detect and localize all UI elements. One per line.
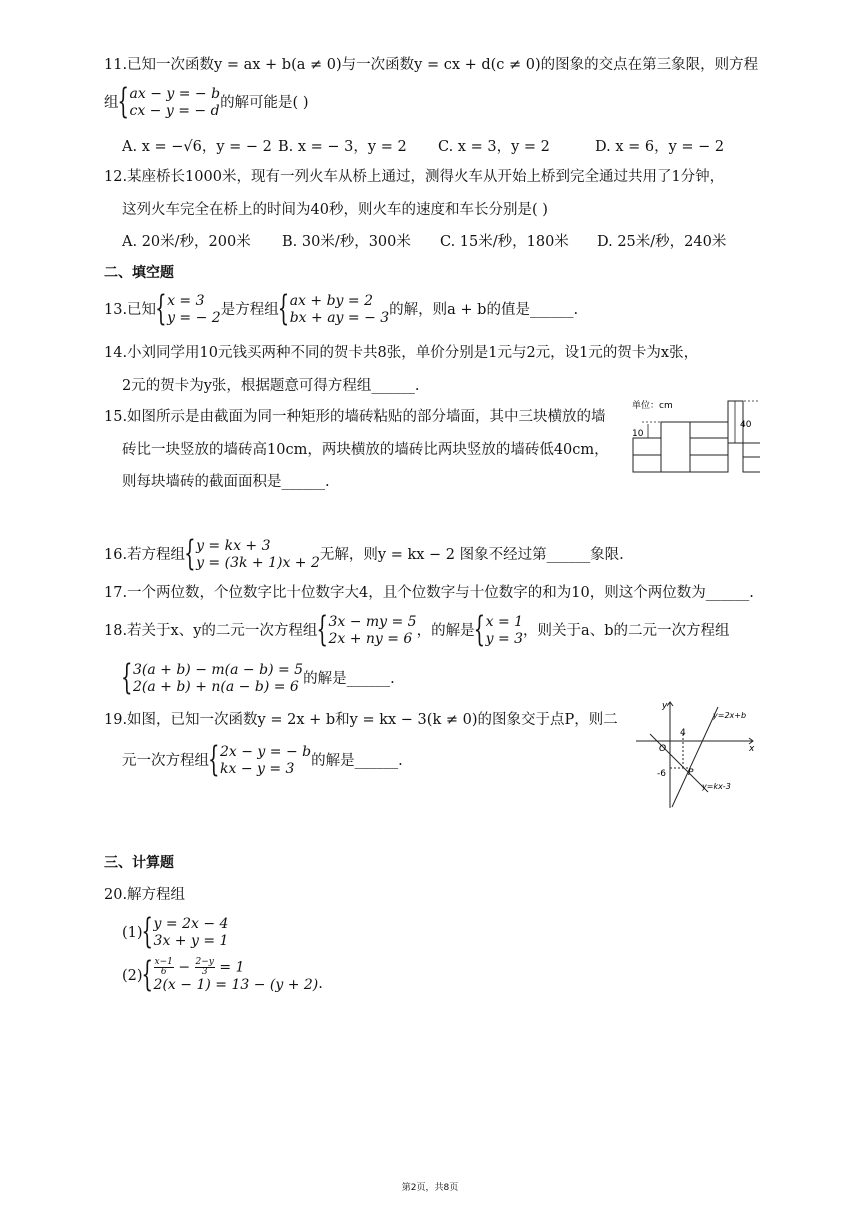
q20-p1-system: [143, 916, 229, 950]
q19-fig-p: P: [688, 768, 694, 778]
q17-line1: 17.一个两位数，个位数字比十位数字大4，且个位数字与十位数字的和为10，则这个两位数为______.: [104, 585, 754, 601]
q15-brick-h-right-top: [743, 443, 760, 457]
q14-line1: 14.小刘同学用10元钱买两种不同的贺卡共8张，单价分别是1元与2元，设1元的贺卡为x张，: [104, 345, 699, 361]
q18-s2-eq1: { x = 1: [485, 614, 524, 630]
q11-option-a: A. x = −√6，y = − 2: [122, 139, 272, 155]
q13-post: 的解，则a + b的值是______.: [389, 302, 579, 318]
q20-p2-eq-one: = 1: [214, 959, 245, 976]
q16-eq2: y = (3k + 1)x + 2: [196, 555, 320, 571]
q11-pre: 组: [104, 95, 119, 111]
q20-p2-frac2-num: 2−y: [195, 957, 214, 967]
q15-brick-vertical-1: [661, 422, 690, 472]
section-calc: 三、计算题: [104, 855, 174, 871]
q18-s1-eq1: { 3x − my = 5: [328, 614, 417, 630]
q20-p2-minus: −: [173, 959, 195, 976]
q20-p2-frac2-den: 3: [201, 967, 208, 977]
q11-system: [119, 86, 221, 120]
q15-wall-figure: [630, 394, 760, 482]
page-footer: 第2页，共8页: [401, 1183, 459, 1193]
q19-fig-x: x: [749, 744, 755, 754]
q16-post: 无解，则y = kx − 2 图象不经过第______象限.: [319, 547, 624, 563]
q11-option-b: B. x = − 3，y = 2: [278, 139, 407, 155]
q13-mid: 是方程组: [220, 302, 279, 318]
q15-fig-unit: 单位：cm: [632, 401, 673, 411]
q13-s2-eq1: { ax + by = 2: [289, 293, 373, 309]
q20-p2-frac1-num: { x−1: [154, 957, 173, 967]
q19-fig-l1-label: y=2x+b: [713, 711, 747, 720]
q13-s1-eq2: y = − 2: [167, 310, 221, 326]
q18-system1: [317, 614, 416, 648]
q20-p2-frac1-den: 6: [160, 967, 167, 977]
q20-p2-end: .: [318, 976, 323, 992]
q13-s2-eq2: bx + ay = − 3: [289, 310, 390, 326]
q15-brick-h-bot: [690, 455, 728, 472]
q19-line-2x-b: [672, 707, 718, 807]
q15-fig-40: 40: [740, 420, 752, 430]
q18-mid: ，的解是: [416, 623, 475, 639]
q11-line1: 11.已知一次函数y = ax + b(a ≠ 0)与一次函数y = cx + d(c ≠ 0)的图象的交点在第三象限，则方程: [104, 57, 759, 73]
q20-p2-system: [143, 958, 319, 994]
q12-option-c: C. 15米/秒，180米: [440, 234, 569, 250]
q16-system: [185, 538, 320, 572]
q15-fig-10: 10: [632, 429, 644, 439]
q11-option-c: C. x = 3，y = 2: [438, 139, 550, 155]
q13-s1-eq1: { x = 3: [167, 293, 205, 309]
q19-fig-l2-label: y=kx-3: [702, 782, 731, 791]
q19-graph-figure: [628, 696, 758, 812]
q18-line2: [122, 662, 395, 696]
q11-eq2: cx − y = − d: [129, 103, 220, 119]
q11-option-d: D. x = 6，y = − 2: [595, 139, 725, 155]
q19-fig-origin: O: [659, 744, 667, 754]
q20-title: 20.解方程组: [104, 887, 186, 903]
q19-fig-minus6: -6: [657, 769, 666, 779]
q12-options: [122, 230, 726, 251]
q18-post2: 的解是______.: [303, 671, 395, 687]
q20-p2-eq1: [154, 958, 319, 977]
q18-system3: [122, 662, 303, 696]
q16-eq1: { y = kx + 3: [196, 538, 271, 554]
q18-s3-eq2: 2(a + b) + n(a − b) = 6: [133, 679, 299, 695]
q19-line2: [122, 744, 403, 778]
q11-options: [122, 135, 724, 156]
q20-p1-eq1: { y = 2x − 4: [153, 916, 229, 932]
q18-s3-eq1: { 3(a + b) − m(a − b) = 5: [133, 662, 304, 678]
q20-p1-eq2: 3x + y = 1: [153, 933, 229, 949]
q15-line2: 砖比一块竖放的墙砖高10cm，两块横放的墙砖比两块竖放的墙砖低40cm，: [122, 442, 609, 458]
q20-p2-eq2: 2(x − 1) = 13 − (y + 2): [153, 977, 319, 993]
q19-pre: 元一次方程组: [122, 753, 209, 769]
q18-post: ，则关于a、b的二元一次方程组: [523, 623, 730, 639]
q18-s1-eq2: 2x + ny = 6: [328, 631, 413, 647]
q15-brick-h-right-bot: [743, 457, 760, 472]
q15-line3: 则每块墙砖的截面面积是______.: [122, 474, 330, 490]
q19-eq2: kx − y = 3: [220, 761, 295, 777]
q12-option-b: B. 30米/秒，300米: [282, 234, 411, 250]
q19-fig-y: y: [662, 701, 668, 711]
q20-part2: [122, 958, 323, 994]
q11-eq1: { ax − y = − b: [129, 86, 221, 102]
q12-option-d: D. 25米/秒，240米: [597, 234, 727, 250]
q15-brick-h-mid: [690, 438, 728, 455]
q20-p2-label: (2): [122, 968, 143, 984]
q13-system1: [156, 293, 221, 327]
q12-option-a: A. 20米/秒，200米: [122, 234, 251, 250]
q13-pre: 13.已知: [104, 302, 157, 318]
q19-line1: 19.如图，已知一次函数y = 2x + b和y = kx − 3(k ≠ 0)的图象交于点P，则二: [104, 712, 618, 728]
q16-line: [104, 538, 624, 572]
q12-line2: 这列火车完全在桥上的时间为40秒，则火车的速度和车长分别是( ): [122, 202, 548, 218]
q18-s2-eq2: y = 3: [485, 631, 524, 647]
q14-line2: 2元的贺卡为y张，根据题意可得方程组______.: [122, 378, 420, 394]
q15-line1: 15.如图所示是由截面为同一种矩形的墙砖粘贴的部分墙面，其中三块横放的墙: [104, 409, 606, 425]
q18-pre: 18.若关于x、y的二元一次方程组: [104, 623, 318, 639]
q15-brick-h-top: [690, 422, 728, 438]
q19-fig-4: 4: [680, 728, 686, 738]
q11-line2: [104, 86, 309, 120]
q18-line1: [104, 614, 729, 648]
q19-line-kx-3: [650, 734, 708, 792]
q13-line: [104, 293, 578, 327]
q18-system2: [475, 614, 523, 648]
q20-p1-label: (1): [122, 925, 143, 941]
q20-part1: [122, 916, 228, 950]
q16-pre: 16.若方程组: [104, 547, 186, 563]
q19-post: 的解是______.: [311, 753, 403, 769]
q11-post: 的解可能是( ): [220, 95, 309, 111]
section-fill-in: 二、填空题: [104, 265, 174, 281]
q20-p2-frac2: [195, 958, 215, 977]
q13-system2: [279, 293, 389, 327]
q19-eq1: { 2x − y = − b: [220, 744, 312, 760]
q12-line1: 12.某座桥长1000米，现有一列火车从桥上通过，测得火车从开始上桥到完全通过共用了1分钟，: [104, 169, 725, 185]
q19-system: [209, 744, 311, 778]
q20-p2-frac1: [154, 958, 174, 977]
